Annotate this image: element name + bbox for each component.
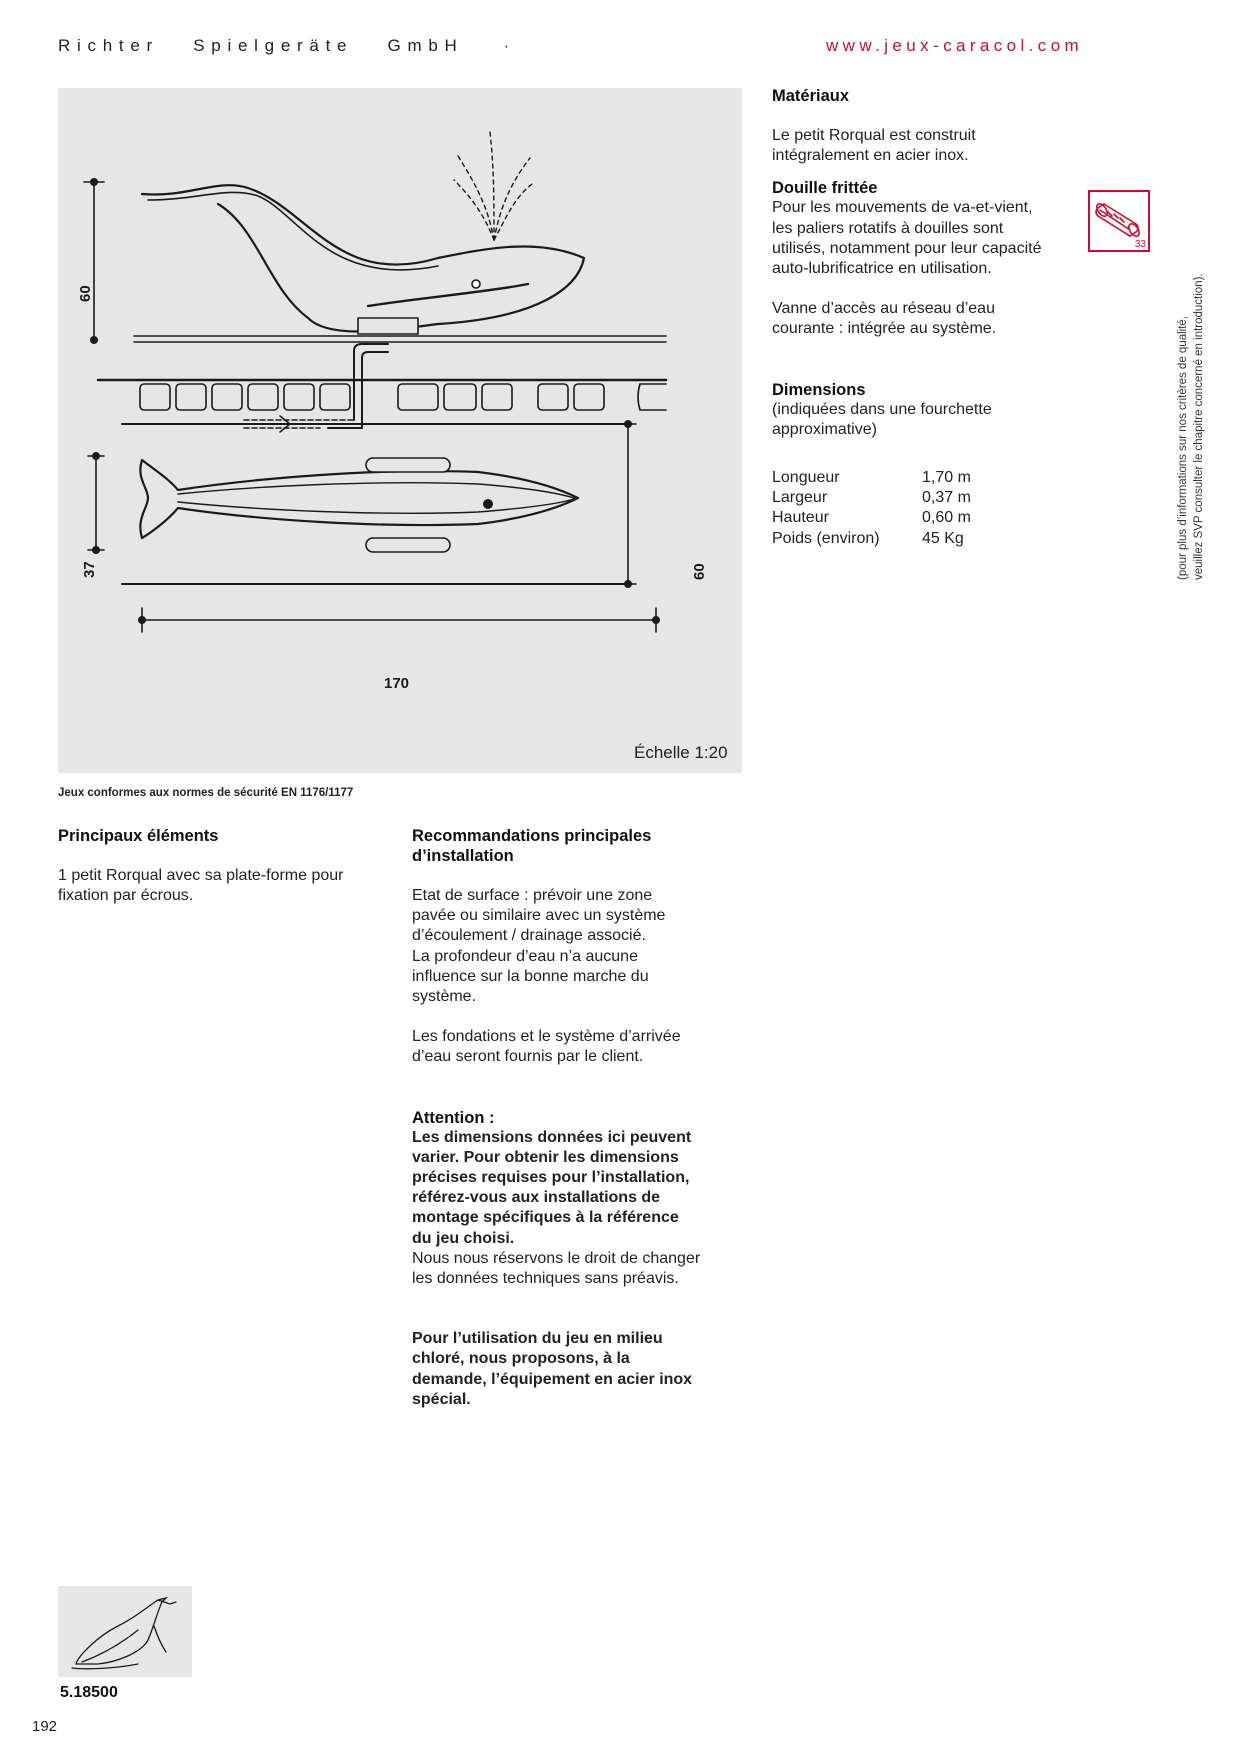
scale-label: Échelle 1:20 bbox=[634, 743, 728, 762]
icon-number: 33 bbox=[1134, 239, 1146, 250]
table-row bbox=[772, 468, 971, 488]
dim-label: Poids (environ) bbox=[772, 529, 880, 547]
materials-title: Matériaux bbox=[772, 87, 850, 105]
page-number: 192 bbox=[32, 1718, 58, 1735]
installation-section bbox=[412, 826, 742, 1410]
installation-title: Recommandations principales d’installation bbox=[412, 827, 652, 865]
table-row bbox=[772, 508, 971, 528]
main-elements-text: 1 petit Rorqual avec sa plate-forme pour fixation par écrous. bbox=[58, 867, 344, 905]
safety-norms-caption: Jeux conformes aux normes de sécurité EN 1176/1177 bbox=[58, 787, 354, 799]
dim-value: 0,60 m bbox=[922, 509, 971, 527]
side-note-text: (pour plus d’informations sur nos critères de qualité, veuillez SVP consulter le chapitre concerné en introduction). bbox=[1177, 273, 1205, 580]
whale-drawing-svg bbox=[58, 88, 742, 773]
dimensions-title: Dimensions bbox=[772, 380, 866, 399]
main-elements-title: Principaux éléments bbox=[58, 827, 219, 845]
sintered-bushing-icon bbox=[1088, 190, 1150, 252]
attention-normal-text: Nous nous réservons le droit de changer les données techniques sans préavis. bbox=[412, 1249, 701, 1288]
dimensions-subtitle: (indiquées dans une fourchette approximative) bbox=[772, 400, 992, 438]
chlorine-text: Pour l’utilisation du jeu en milieu chloré, nous proposons, à la demande, l’équipement en acier inox spécial. bbox=[412, 1330, 693, 1408]
dim-top-height-label: 60 bbox=[691, 563, 708, 580]
side-note bbox=[1175, 210, 1205, 580]
dim-label: Hauteur bbox=[772, 509, 829, 527]
table-row bbox=[772, 529, 971, 549]
company-name: R i c h t e r S p i e l g e r ä t e G m b H · bbox=[58, 36, 511, 55]
foundations-text: Les fondations et le système d’arrivée d’eau seront fournis par le client. bbox=[412, 1028, 681, 1066]
bushing-title: Douille frittée bbox=[772, 179, 878, 198]
product-thumbnail bbox=[58, 1586, 192, 1677]
product-reference: 5.18500 bbox=[60, 1684, 118, 1701]
table-row bbox=[772, 488, 971, 508]
website-link[interactable]: www.jeux-caracol.com bbox=[826, 36, 1084, 55]
materials-text: Le petit Rorqual est construit intégralement en acier inox. bbox=[772, 127, 976, 165]
materials-section bbox=[772, 86, 1082, 440]
bushing-text: Pour les mouvements de va-et-vient, les paliers rotatifs à douilles sont utilisés, notamment pour leur capacité auto-lubrificatrice en utilisation. bbox=[772, 199, 1042, 278]
dim-value: 1,70 m bbox=[922, 469, 971, 486]
dim-value: 0,37 m bbox=[922, 489, 971, 507]
dimensions-table bbox=[772, 468, 971, 549]
attention-bold-text: Les dimensions données ici peuvent varier. Pour obtenir les dimensions précises requises pour l’installation, référez-vous aux installations de montage spécifiques à la référence du jeu choisi. bbox=[412, 1128, 692, 1247]
dim-side-height-label: 60 bbox=[77, 285, 94, 302]
dim-top-width-label: 37 bbox=[81, 561, 98, 578]
technical-drawing bbox=[58, 88, 742, 773]
valve-text: Vanne d’accès au réseau d’eau courante : intégrée au système. bbox=[772, 300, 997, 338]
attention-title: Attention : bbox=[412, 1108, 495, 1127]
dim-label: Longueur bbox=[772, 469, 840, 486]
surface-text: Etat de surface : prévoir une zone pavée ou similaire avec un système d’écoulement / drainage associé. La profondeur d’eau n’a aucune influence sur la bonne marche du système. bbox=[412, 887, 666, 1006]
main-elements-section bbox=[58, 826, 388, 906]
dim-length-label: 170 bbox=[384, 675, 410, 692]
dim-value: 45 Kg bbox=[922, 529, 964, 547]
dim-label: Largeur bbox=[772, 489, 828, 507]
